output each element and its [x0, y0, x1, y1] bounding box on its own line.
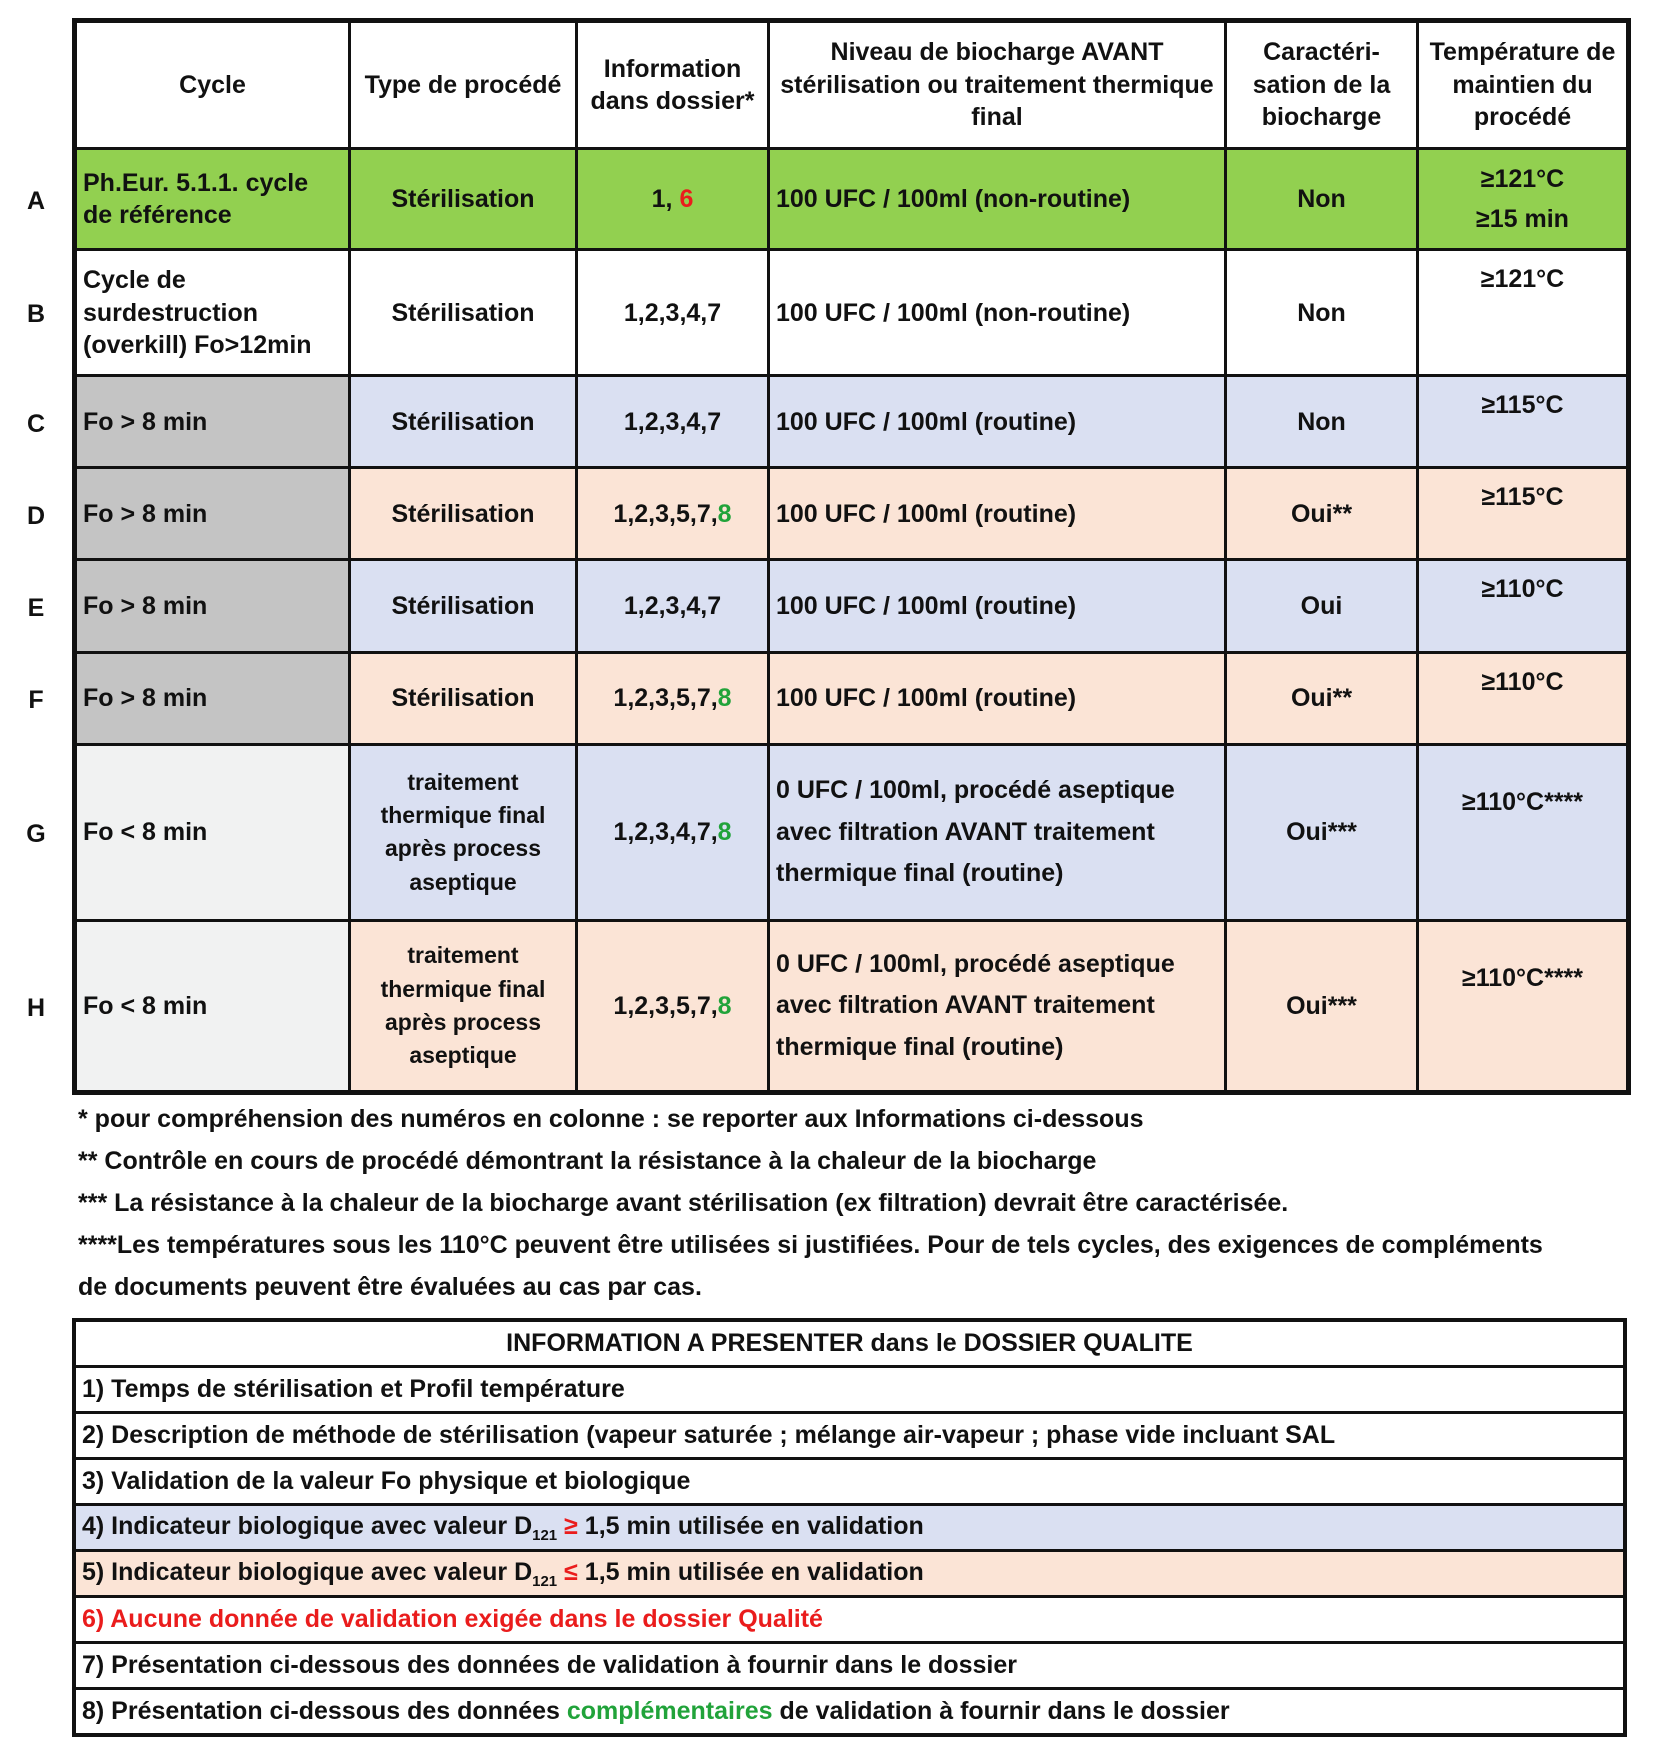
header-info: Information dans dossier* [577, 21, 769, 149]
row-letter-a: A [26, 187, 46, 215]
info-title: INFORMATION A PRESENTER dans le DOSSIER QUALITE [74, 1320, 1625, 1367]
info-item [74, 1643, 1625, 1689]
temp-cell [1418, 149, 1629, 250]
row-letter-g: G [26, 820, 46, 848]
charac-cell: Oui** [1226, 468, 1418, 560]
type-cell: traitement thermique final après process aseptique [350, 744, 577, 920]
charac-cell: Oui*** [1226, 744, 1418, 920]
cycle-cell: Fo > 8 min [75, 560, 350, 652]
cycle-cell: Cycle de surdestruction (overkill) Fo>12min [75, 250, 350, 376]
info-item-1: 1) Temps de stérilisation et Profil température [74, 1367, 1625, 1413]
cycle-cell: Fo < 8 min [75, 744, 350, 920]
info-item-8-text-end: de validation à fournir dans le dossier [772, 1697, 1230, 1725]
info-item-5-subscript: 121 [532, 1572, 558, 1590]
footnote-1: * pour compréhension des numéros en colonne : se reporter aux Informations ci-dessous [78, 1105, 1144, 1133]
info-item-8-highlight: complémentaires [566, 1697, 773, 1725]
info-item-4-text: 4) Indicateur biologique avec valeur D [82, 1511, 533, 1540]
type-cell: Stérilisation [350, 560, 577, 652]
header-type: Type de procédé [350, 21, 577, 149]
temp-cell: ≥110°C**** [1418, 744, 1629, 920]
sterilisation-cycles-table [72, 18, 1631, 1095]
charac-cell: Non [1226, 250, 1418, 376]
row-letter-c: C [26, 410, 46, 438]
charac-cell: Non [1226, 149, 1418, 250]
temp-cell: ≥110°C [1418, 560, 1629, 652]
level-cell: 100 UFC / 100ml (routine) [769, 560, 1226, 652]
info-item-5-text-end: 1,5 min utilisée en validation [584, 1557, 924, 1586]
info-item-8-text: 8) Présentation ci-dessous des données [82, 1697, 567, 1725]
header-temp: Température de maintien du procédé [1418, 21, 1629, 149]
info-item-5 [74, 1551, 1625, 1597]
info-item [74, 1413, 1625, 1459]
cycle-cell: Fo < 8 min [75, 920, 350, 1092]
cycle-cell: Fo > 8 min [75, 652, 350, 744]
info-item [74, 1367, 1625, 1413]
row-letter-f: F [28, 686, 44, 714]
charac-cell: Non [1226, 376, 1418, 468]
info-numbers: 1,2,3,5,7, [613, 683, 718, 712]
footnotes [78, 1098, 1638, 1308]
info-extra: 8 [717, 991, 732, 1020]
type-cell: traitement thermique final après process aseptique [350, 920, 577, 1092]
info-item-2: 2) Description de méthode de stérilisation (vapeur saturée ; mélange air-vapeur ; phase vide incluant SAL [74, 1413, 1625, 1459]
info-item-5-text: 5) Indicateur biologique avec valeur D [82, 1557, 533, 1586]
temp-cell: ≥115°C [1418, 376, 1629, 468]
info-cell: 1,2,3,4,7 [577, 250, 769, 376]
info-item-4-text-end: 1,5 min utilisée en validation [584, 1511, 924, 1540]
level-cell: 100 UFC / 100ml (non-routine) [769, 250, 1226, 376]
info-extra: 8 [717, 817, 732, 846]
type-cell: Stérilisation [350, 250, 577, 376]
table-row [75, 652, 1629, 744]
info-cell [577, 744, 769, 920]
info-item-7: 7) Présentation ci-dessous des données de validation à fournir dans le dossier [74, 1643, 1625, 1689]
info-cell [577, 920, 769, 1092]
level-cell: 0 UFC / 100ml, procédé aseptique avec filtration AVANT traitement thermique final (routine) [769, 920, 1226, 1092]
header-level: Niveau de biocharge AVANT stérilisation ou traitement thermique final [769, 21, 1226, 149]
level-cell: 100 UFC / 100ml (routine) [769, 652, 1226, 744]
table-row [75, 744, 1629, 920]
table-row [75, 560, 1629, 652]
charac-cell: Oui [1226, 560, 1418, 652]
table-row [75, 250, 1629, 376]
info-numbers: 1,2,3,5,7, [613, 499, 718, 528]
info-cell [577, 652, 769, 744]
temp-cell: ≥115°C [1418, 468, 1629, 560]
quality-dossier-info-table [72, 1318, 1627, 1737]
info-extra: 8 [717, 683, 732, 712]
info-item-3: 3) Validation de la valeur Fo physique et biologique [74, 1459, 1625, 1505]
type-cell: Stérilisation [350, 149, 577, 250]
info-item [74, 1689, 1625, 1736]
info-item-4 [74, 1505, 1625, 1551]
info-cell [577, 468, 769, 560]
info-item [74, 1597, 1625, 1643]
header-row [75, 21, 1629, 149]
info-cell: 1,2,3,4,7 [577, 560, 769, 652]
type-cell: Stérilisation [350, 468, 577, 560]
level-cell: 0 UFC / 100ml, procédé aseptique avec filtration AVANT traitement thermique final (routine) [769, 744, 1226, 920]
info-item-6: 6) Aucune donnée de validation exigée dans le dossier Qualité [74, 1597, 1625, 1643]
footnote-3: *** La résistance à la chaleur de la biocharge avant stérilisation (ex filtration) devrait être caractérisée. [78, 1189, 1289, 1217]
row-letter-h: H [26, 994, 46, 1022]
temp-cell: ≥121°C [1418, 250, 1629, 376]
charac-cell: Oui** [1226, 652, 1418, 744]
info-title-row [74, 1320, 1625, 1367]
header-charac: Caractéri-sation de la biocharge [1226, 21, 1418, 149]
info-cell [577, 149, 769, 250]
info-numbers: 1,2,3,4,7, [613, 817, 718, 846]
cycle-cell: Ph.Eur. 5.1.1. cycle de référence [75, 149, 350, 250]
info-item-5-symbol: ≤ [564, 1557, 578, 1586]
row-letter-d: D [26, 502, 46, 530]
level-cell: 100 UFC / 100ml (routine) [769, 376, 1226, 468]
info-item-8 [74, 1689, 1625, 1736]
row-letter-b: B [26, 300, 46, 328]
charac-cell: Oui*** [1226, 920, 1418, 1092]
info-item [74, 1505, 1625, 1551]
info-numbers: 1,2,3,5,7, [613, 991, 718, 1020]
footnote-4: ****Les températures sous les 110°C peuvent être utilisées si justifiées. Pour de tels cycles, des exigences de compléments [78, 1231, 1543, 1259]
temp-cell: ≥110°C [1418, 652, 1629, 744]
info-item [74, 1551, 1625, 1597]
time-value: ≥15 min [1476, 205, 1569, 234]
table-row [75, 468, 1629, 560]
level-cell: 100 UFC / 100ml (routine) [769, 468, 1226, 560]
row-letter-e: E [27, 594, 45, 622]
level-cell: 100 UFC / 100ml (non-routine) [769, 149, 1226, 250]
temp-value: ≥121°C [1480, 165, 1565, 194]
info-cell: 1,2,3,4,7 [577, 376, 769, 468]
type-cell: Stérilisation [350, 652, 577, 744]
info-numbers: 1, [651, 184, 680, 213]
info-extra: 6 [679, 184, 694, 213]
table-row [75, 149, 1629, 250]
header-cycle: Cycle [75, 21, 350, 149]
info-item-4-subscript: 121 [532, 1526, 558, 1544]
type-cell: Stérilisation [350, 376, 577, 468]
info-item-4-symbol: ≥ [564, 1511, 578, 1540]
table-row [75, 920, 1629, 1092]
footnote-4-continued: de documents peuvent être évaluées au cas par cas. [78, 1273, 702, 1301]
cycle-cell: Fo > 8 min [75, 376, 350, 468]
cycle-cell: Fo > 8 min [75, 468, 350, 560]
table-row [75, 376, 1629, 468]
footnote-2: ** Contrôle en cours de procédé démontrant la résistance à la chaleur de la biocharge [78, 1147, 1097, 1175]
temp-cell: ≥110°C**** [1418, 920, 1629, 1092]
info-item [74, 1459, 1625, 1505]
info-extra: 8 [717, 499, 732, 528]
